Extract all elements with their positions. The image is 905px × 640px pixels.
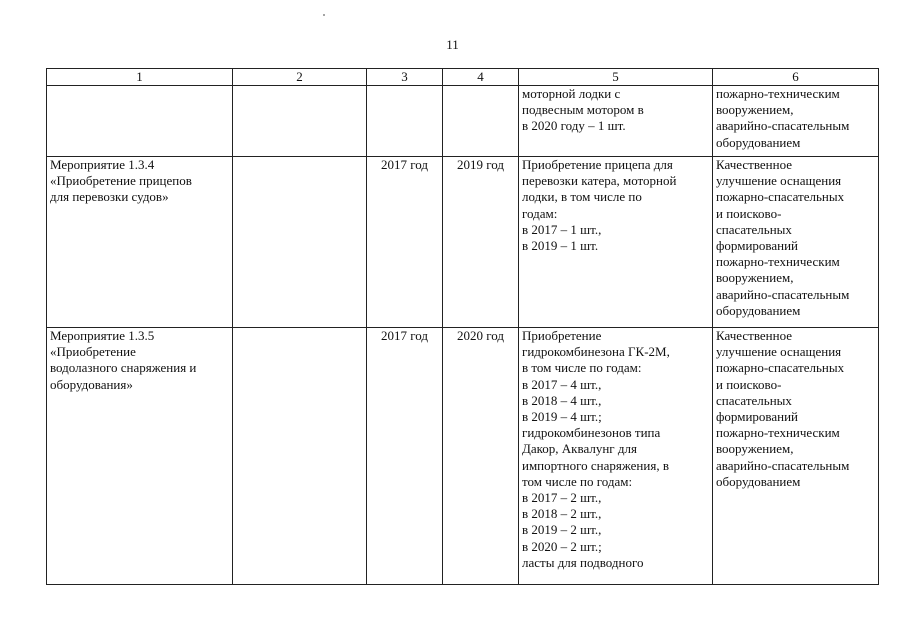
measure-cell (47, 157, 233, 328)
cell-line: вооружением, (716, 441, 794, 457)
measure-cell (47, 328, 233, 585)
start-year-cell (367, 86, 443, 157)
cell-line: пожарно-спасательных (716, 360, 845, 376)
table-row (47, 86, 879, 157)
cell-line: в 2017 – 2 шт., (522, 490, 602, 506)
cell-line: водолазного снаряжения и (50, 360, 197, 376)
end-year-cell: 2019 год (443, 157, 519, 328)
cell-line: пожарно-техническим (716, 86, 840, 101)
cell-line: аварийно-спасательным (716, 286, 850, 302)
cell-line: и поисково- (716, 205, 782, 221)
executor-cell (233, 86, 367, 157)
cell-line: лодки, в том числе по (522, 189, 642, 205)
cell-line: в 2018 – 2 шт., (522, 506, 602, 522)
cell-line: в 2019 – 1 шт. (522, 238, 599, 254)
cell-line: Приобретение прицепа для (522, 157, 673, 172)
table-header-row (47, 69, 879, 86)
cell-line: пожарно-техническим (716, 254, 840, 270)
cell-line: улучшение оснащения (716, 173, 842, 189)
column-header: 4 (443, 69, 519, 86)
cell-line: Мероприятие 1.3.5 (50, 328, 155, 343)
column-header: 6 (713, 69, 879, 86)
cell-line: спасательных (716, 392, 792, 408)
executor-cell (233, 328, 367, 585)
cell-line: том числе по годам: (522, 473, 633, 489)
column-header: 5 (519, 69, 713, 86)
end-year-cell: 2020 год (443, 328, 519, 585)
cell-line: формирований (716, 238, 799, 254)
cell-line: оборудованием (716, 473, 801, 489)
result-cell (713, 157, 879, 328)
cell-line: в 2019 – 2 шт., (522, 522, 602, 538)
cell-line: оборудованием (716, 134, 801, 150)
column-header: 2 (233, 69, 367, 86)
cell-line: вооружением, (716, 102, 794, 118)
column-header: 1 (47, 69, 233, 86)
cell-line: гидрокомбинезона ГК-2М, (522, 344, 670, 360)
result-cell (713, 328, 879, 585)
cell-line: гидрокомбинезонов типа (522, 425, 661, 441)
cell-line: вооружением, (716, 270, 794, 286)
cell-line: «Приобретение прицепов (50, 173, 192, 189)
measures-table (46, 68, 879, 585)
cell-line: годам: (522, 205, 558, 221)
cell-line: в 2018 – 4 шт., (522, 392, 602, 408)
cell-line: аварийно-спасательным (716, 457, 850, 473)
table-row (47, 328, 879, 585)
description-cell (519, 328, 713, 585)
cell-line: в 2020 году – 1 шт. (522, 118, 626, 134)
cell-line: импортного снаряжения, в (522, 457, 669, 473)
cell-line: в том числе по годам: (522, 360, 642, 376)
cell-line: оборудования» (50, 376, 133, 392)
cell-line: ласты для подводного (522, 554, 644, 570)
cell-line: в 2019 – 4 шт.; (522, 409, 602, 425)
cell-line: пожарно-техническим (716, 425, 840, 441)
cell-line: в 2020 – 2 шт.; (522, 538, 602, 554)
executor-cell (233, 157, 367, 328)
cell-line: улучшение оснащения (716, 344, 842, 360)
cell-line: формирований (716, 409, 799, 425)
start-year-cell: 2017 год (367, 157, 443, 328)
cell-line: моторной лодки с (522, 86, 621, 101)
cell-line: Качественное (716, 157, 793, 172)
cell-line: Приобретение (522, 328, 602, 343)
scan-speck (323, 14, 325, 16)
cell-line: Мероприятие 1.3.4 (50, 157, 155, 172)
cell-line: Дакор, Аквалунг для (522, 441, 637, 457)
cell-line: в 2017 – 1 шт., (522, 221, 602, 237)
start-year-cell: 2017 год (367, 328, 443, 585)
column-header: 3 (367, 69, 443, 86)
cell-line: оборудованием (716, 302, 801, 318)
description-cell (519, 86, 713, 157)
cell-line: подвесным мотором в (522, 102, 644, 118)
table-row (47, 157, 879, 328)
cell-line: аварийно-спасательным (716, 118, 850, 134)
result-cell (713, 86, 879, 157)
cell-line: Качественное (716, 328, 793, 343)
cell-line: спасательных (716, 221, 792, 237)
measure-cell (47, 86, 233, 157)
description-cell (519, 157, 713, 328)
cell-line: в 2017 – 4 шт., (522, 376, 602, 392)
page-number: 11 (446, 37, 459, 52)
end-year-cell (443, 86, 519, 157)
cell-line: пожарно-спасательных (716, 189, 845, 205)
cell-line: перевозки катера, моторной (522, 173, 677, 189)
cell-line: и поисково- (716, 376, 782, 392)
cell-line: для перевозки судов» (50, 189, 169, 205)
cell-line: «Приобретение (50, 344, 136, 360)
